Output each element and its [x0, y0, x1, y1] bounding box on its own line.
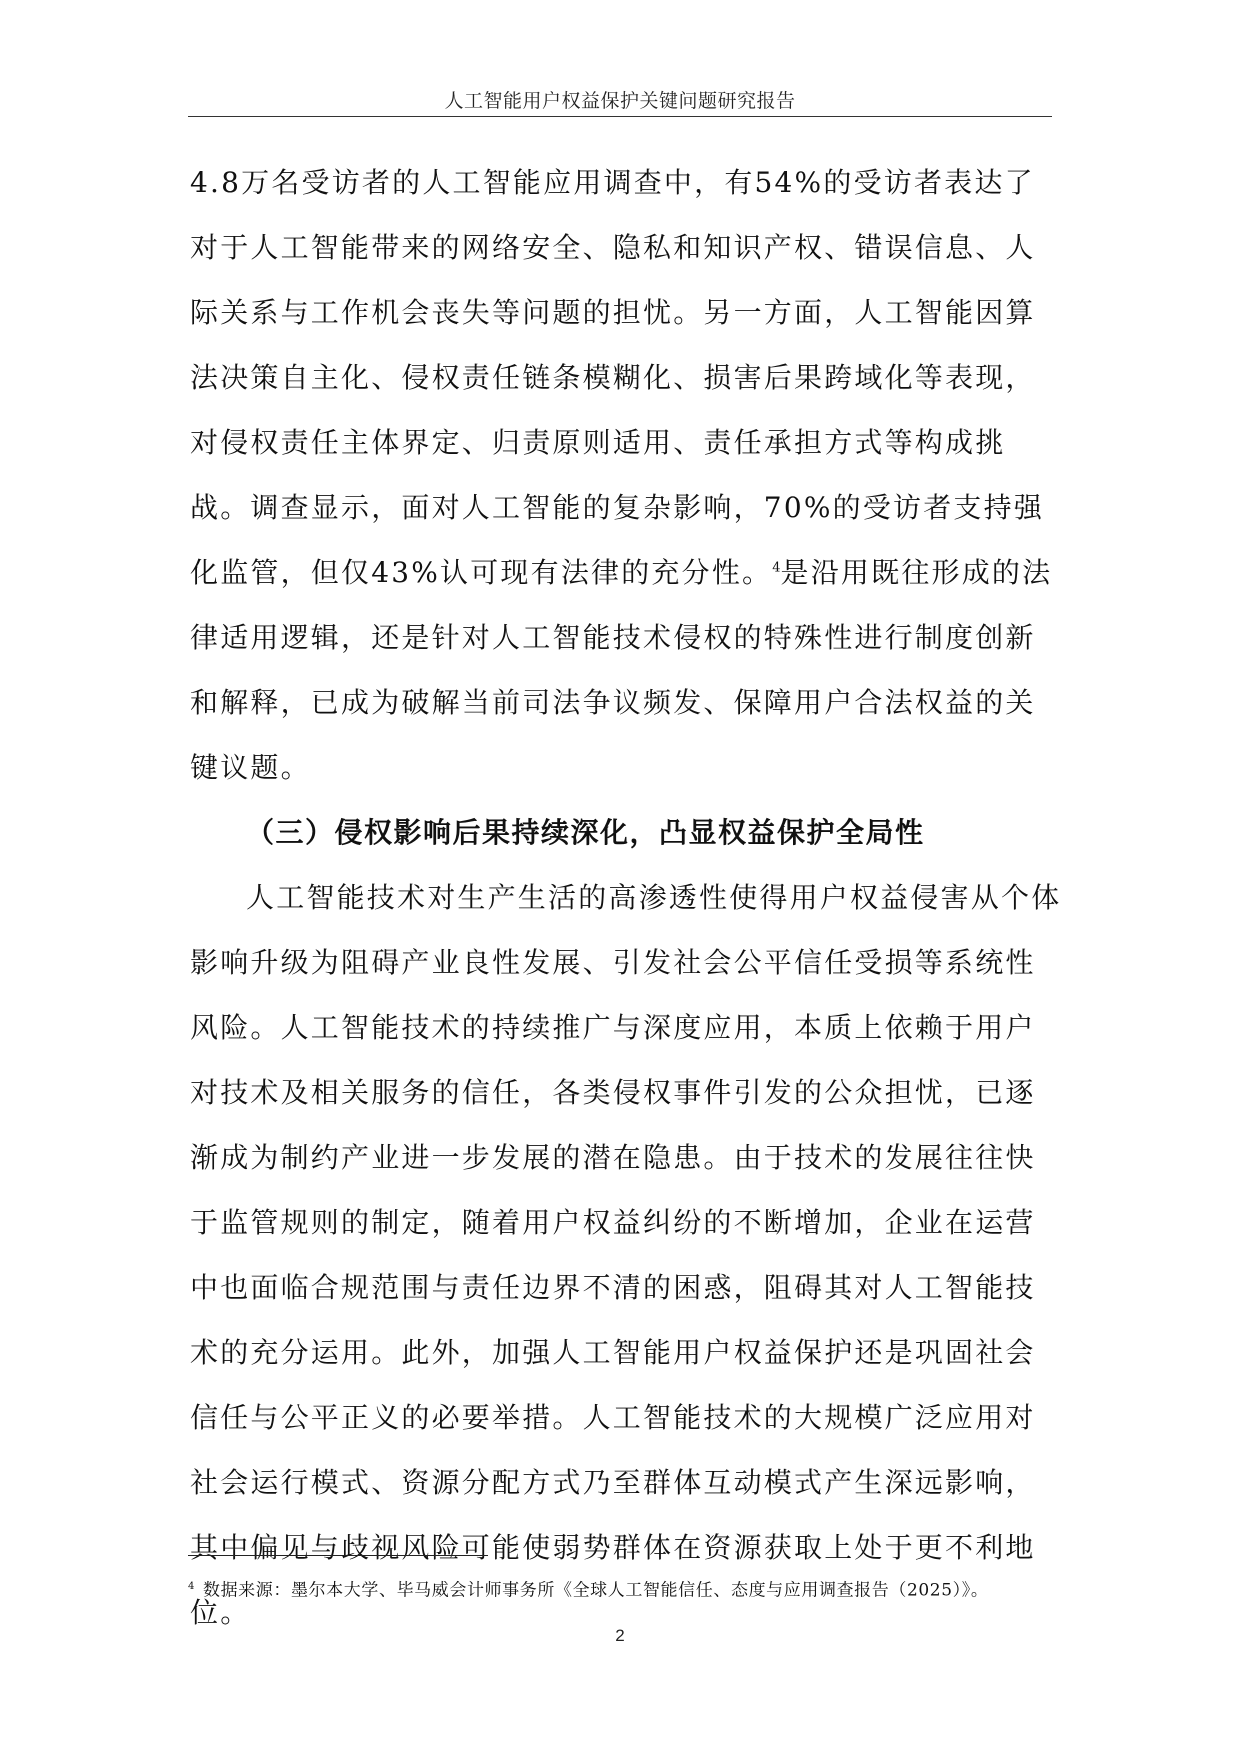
paragraph-survey-findings: [190, 150, 1062, 800]
footnote-text: 数据来源：墨尔本大学、毕马威会计师事务所《全球人工智能信任、态度与应用调查报告（2025）》。: [202, 1580, 989, 1601]
paragraph-text-part2: 是沿用既往形成的法律适用逻辑，还是针对人工智能技术侵权的特殊性进行制度创新和解释，已成为破解当前司法争议频发、保障用户合法权益的关键议题。: [190, 556, 1053, 784]
page-number: 2: [615, 1626, 625, 1645]
header-rule: [188, 116, 1052, 117]
footnote: [188, 1574, 1088, 1604]
footnote-marker: 4: [188, 1581, 195, 1592]
footnote-reference[interactable]: 4: [772, 560, 781, 576]
paragraph-text-part1: 4.8万名受访者的人工智能应用调查中，有54%的受访者表达了对于人工智能带来的网络安全、隐私和知识产权、错误信息、人际关系与工作机会丧失等问题的担忧。另一方面，人工智能因算法决策自主化、侵权责任链条模糊化、损害后果跨域化等表现，对侵权责任主体界定、归责原则适用、责任承担方式等构成挑战。调查显示，面对人工智能的复杂影响，70%的受访者支持强化监管，但仅43%认可现有法律的充分性。: [190, 166, 1045, 589]
section-heading: （三）侵权影响后果持续深化，凸显权益保护全局性: [246, 816, 925, 849]
running-header: 人工智能用户权益保护关键问题研究报告: [444, 90, 796, 112]
main-body: [190, 150, 1062, 1645]
footnote-rule: [188, 1555, 488, 1556]
paragraph-systemic-risk: 人工智能技术对生产生活的高渗透性使得用户权益侵害从个体影响升级为阻碍产业良性发展、引发社会公平信任受损等系统性风险。人工智能技术的持续推广与深度应用，本质上依赖于用户对技术及相关服务的信任，各类侵权事件引发的公众担忧，已逐渐成为制约产业进一步发展的潜在隐患。由于技术的发展往往快于监管规则的制定，随着用户权益纠纷的不断增加，企业在运营中也面临合规范围与责任边界不清的困惑，阻碍其对人工智能技术的充分运用。此外，加强人工智能用户权益保护还是巩固社会信任与公平正义的必要举措。人工智能技术的大规模广泛应用对社会运行模式、资源分配方式乃至群体互动模式产生深远影响，其中偏见与歧视风险可能使弱势群体在资源获取上处于更不利地位。: [190, 881, 1062, 1629]
